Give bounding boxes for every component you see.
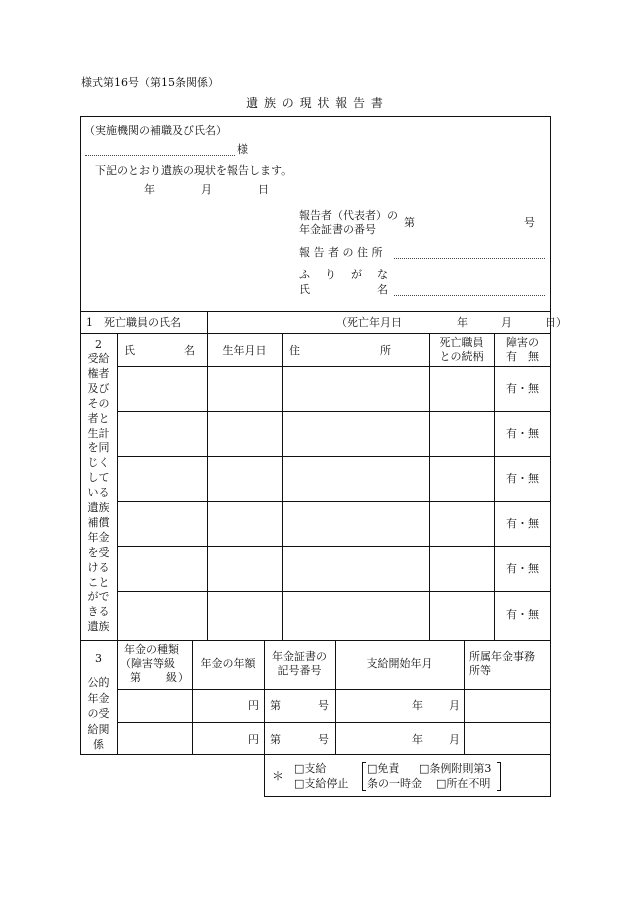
- disability-choice[interactable]: 有・無: [506, 472, 539, 485]
- section2-row-border: [117, 591, 551, 592]
- col-address-header: 住 所: [289, 344, 393, 357]
- col-disability-header-2: 有 無: [506, 350, 539, 363]
- section1-divider: [207, 311, 208, 333]
- section2-col-divider-3: [429, 333, 430, 640]
- side-label-line: ける: [87, 560, 110, 574]
- section2-row-border: [117, 456, 551, 457]
- col-relation-header-1: 死亡職員: [439, 336, 484, 349]
- section3-header-border: [117, 689, 551, 690]
- section3-row-border: [117, 722, 551, 723]
- side-label-line: いる: [87, 486, 110, 500]
- intro-text: 下記のとおり遺族の現状を報告します。: [95, 164, 293, 177]
- side-label-line: こと: [87, 575, 110, 589]
- pension-row-yen: 円: [248, 699, 259, 712]
- pension-no-dai: 第: [404, 216, 415, 229]
- disability-choice[interactable]: 有・無: [506, 517, 539, 530]
- col-start-header: 支給開始年月: [366, 657, 433, 670]
- name-dotted-line[interactable]: [394, 295, 545, 296]
- col-cert-header-2: 記号番号: [277, 664, 322, 677]
- col-name-header: 氏 名: [124, 344, 196, 357]
- section2-col-divider-2: [282, 333, 283, 640]
- col-disability-header-1: 障害の: [506, 336, 539, 349]
- section1-label: 1 死亡職員の氏名: [86, 316, 181, 329]
- side-label-line: 公的: [87, 676, 110, 689]
- agency-dotted-line[interactable]: [85, 155, 235, 156]
- pension-row-dai: 第: [270, 733, 281, 746]
- agency-label: （実施機関の補職及び氏名）: [84, 124, 227, 137]
- section2-header-border: [117, 366, 551, 367]
- pension-row-tsuki: 月: [449, 733, 460, 746]
- col-cert-header-1: 年金証書の: [272, 650, 327, 663]
- side-label-line: じく: [87, 456, 110, 470]
- side-label-line: 受給: [87, 352, 110, 365]
- checkbox-shikyu[interactable]: □支給: [294, 762, 327, 775]
- pension-no-label-1: 報告者（代表者）の: [299, 209, 398, 222]
- section2-row-border: [117, 501, 551, 502]
- side-label-line: その: [87, 396, 110, 410]
- side-label-line: 年金: [87, 691, 110, 705]
- side-label-line: きる: [87, 605, 110, 619]
- jorei-label-2: 条の一時金: [367, 777, 422, 790]
- side-label-line: 遺族: [87, 501, 110, 514]
- side-label-line: 給関: [87, 722, 110, 736]
- bracket-right: [497, 762, 501, 791]
- disability-choice[interactable]: 有・無: [506, 562, 539, 575]
- section3-side-divider: [117, 640, 118, 755]
- side-label-line: 者と: [87, 411, 110, 425]
- section1-bottom-border: [80, 333, 551, 334]
- col-type-header-3: 第 級）: [130, 671, 190, 684]
- checkbox-menseki[interactable]: □免責: [367, 762, 400, 775]
- asterisk-mark: ＊: [272, 769, 285, 783]
- disability-choice[interactable]: 有・無: [506, 427, 539, 440]
- section2-bottom-border: [80, 640, 551, 641]
- col-type-header-2: （障害等級: [120, 657, 175, 670]
- page-title: 遺 族 の 現 状 報 告 書: [246, 96, 384, 110]
- pension-row-nen: 年: [412, 699, 423, 712]
- col-relation-header-2: との続柄: [439, 350, 484, 363]
- side-label-line: 補償: [87, 515, 110, 529]
- name-label: 氏 名: [299, 283, 390, 296]
- side-label-line: して: [87, 471, 110, 485]
- section2-row-border: [117, 411, 551, 412]
- side-label-line: 係: [93, 738, 104, 751]
- checkbox-jorei[interactable]: □条例附則第3: [419, 762, 492, 775]
- pension-row-go: 号: [318, 699, 329, 712]
- side-label-line: 及び: [87, 381, 110, 395]
- sama-label: 様: [237, 143, 248, 156]
- form-number: 様式第16号（第15条関係）: [81, 76, 219, 89]
- pension-row-tsuki: 月: [449, 699, 460, 712]
- bracket-left: [362, 762, 366, 791]
- death-date[interactable]: （死亡年月日 年 月 日）: [336, 316, 567, 329]
- disability-choice[interactable]: 有・無: [506, 382, 539, 395]
- section2-num: 2: [95, 338, 102, 351]
- section2-row-border: [117, 546, 551, 547]
- col-office-header-1: 所属年金事務: [469, 650, 535, 663]
- report-date[interactable]: 年 月 日: [144, 183, 277, 196]
- pension-no-go: 号: [524, 216, 535, 229]
- pension-no-label-2: 年金証書の番号: [299, 223, 376, 236]
- col-office-header-2: 所等: [469, 664, 491, 677]
- col-type-header-1: 年金の種類: [124, 643, 179, 656]
- pension-row-go: 号: [318, 733, 329, 746]
- section2-side-divider: [117, 333, 118, 640]
- address-label: 報 告 者 の 住 所: [299, 246, 383, 259]
- side-label-line: 遺族: [87, 620, 110, 634]
- side-label-line: を受: [87, 545, 110, 559]
- section3-col-divider-4: [464, 640, 465, 755]
- col-amount-header: 年金の年額: [200, 657, 256, 670]
- section2-col-divider-1: [207, 333, 208, 640]
- address-dotted-line[interactable]: [394, 258, 545, 259]
- pension-row-nen: 年: [412, 733, 423, 746]
- disability-choice[interactable]: 有・無: [506, 608, 539, 621]
- furigana-label: ふ り が な: [299, 268, 390, 281]
- pension-row-yen: 円: [248, 733, 259, 746]
- section3-num: 3: [95, 652, 102, 665]
- side-label-line: を同: [87, 441, 110, 455]
- section2-col-divider-4: [494, 333, 495, 640]
- side-label-line: の受: [87, 707, 110, 720]
- checkbox-shikyu-teishi[interactable]: □支給停止: [294, 777, 349, 790]
- side-label-line: 年金: [87, 530, 110, 544]
- section1-top-border: [80, 311, 551, 312]
- col-birth-header: 生年月日: [222, 344, 267, 357]
- side-label-line: 生計: [87, 426, 110, 440]
- side-label-line: 権者: [87, 366, 110, 380]
- side-label-line: がで: [87, 590, 110, 604]
- checkbox-shozai-fumei[interactable]: □所在不明: [436, 777, 491, 790]
- office-use-box: [264, 754, 551, 797]
- pension-row-dai: 第: [270, 699, 281, 712]
